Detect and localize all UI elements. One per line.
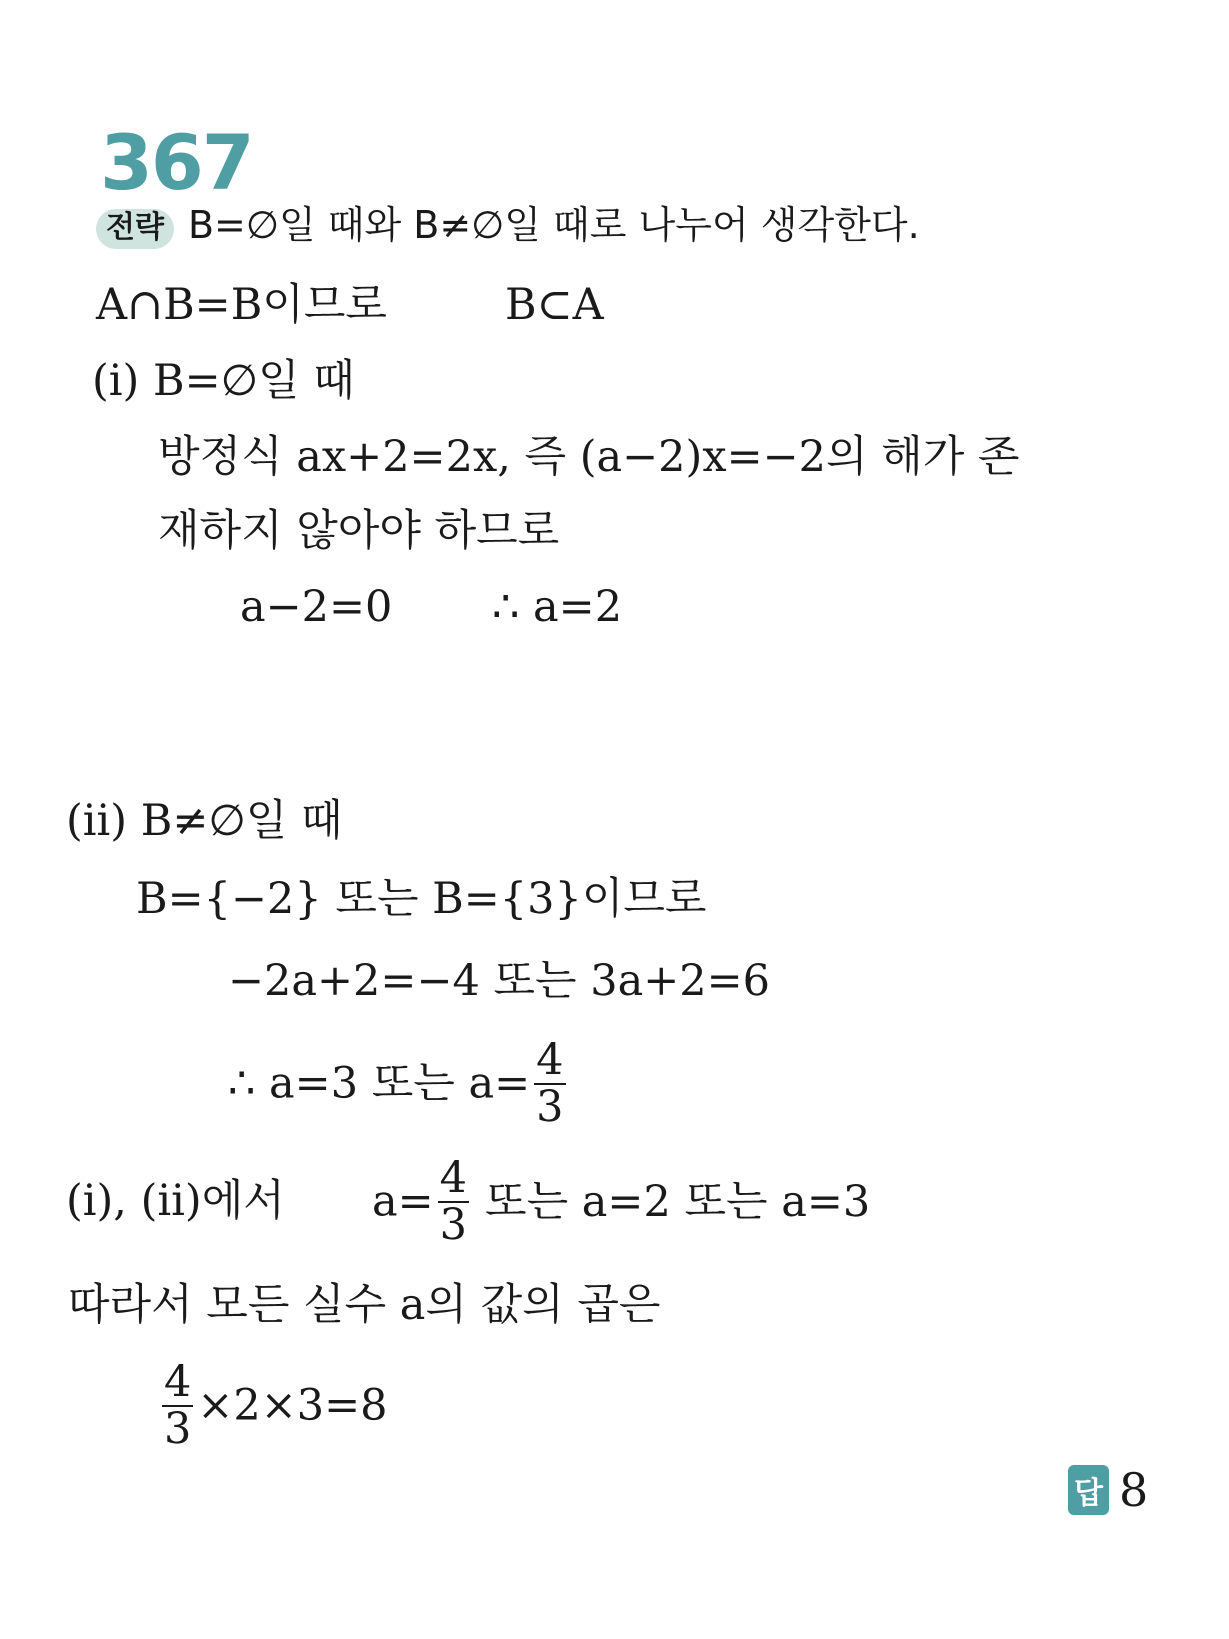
line-5b: ∴ a=2 [492,582,623,632]
line-12 [158,1357,388,1455]
problem-number: 367 [100,118,253,207]
strategy-line [96,203,920,249]
line-9 [228,1035,570,1133]
line-7: B={−2} 또는 B={3}이므로 [136,874,707,924]
fraction-numerator: 4 [164,1357,192,1407]
line-12-text: ×2×3=8 [197,1380,388,1431]
fraction-numerator: 4 [439,1153,468,1203]
fraction-denominator: 3 [164,1404,192,1455]
fraction-four-thirds [534,1035,565,1133]
fraction-four-thirds [162,1357,193,1455]
answer-value: 8 [1118,1463,1149,1517]
line-10 [372,1153,871,1251]
line-10a: (ⅰ), (ⅱ)에서 [66,1176,285,1226]
answer-label: 답 [1068,1465,1109,1515]
line-9-text: ∴ a=3 또는 a= [228,1058,531,1109]
strategy-badge: 전략 [96,209,174,249]
answer [1068,1463,1148,1517]
fraction-denominator: 3 [439,1200,468,1251]
fraction-four-thirds [438,1153,469,1251]
line-10-text-a: a= [372,1176,434,1227]
case-2-heading: (ⅱ) B≠∅일 때 [66,796,343,846]
fraction-denominator: 3 [536,1082,564,1133]
line-11: 따라서 모든 실수 a의 값의 곱은 [68,1280,661,1330]
line-4: 재하지 않아야 하므로 [158,506,560,556]
strategy-text: B=∅일 때와 B≠∅일 때로 나누어 생각한다. [187,203,920,247]
line-3: 방정식 ax+2=2x, 즉 (a−2)x=−2의 해가 존 [158,432,1020,482]
line-1b: B⊂A [505,280,604,330]
line-5a: a−2=0 [240,582,393,632]
fraction-numerator: 4 [536,1035,564,1085]
line-10-text-b: 또는 a=2 또는 a=3 [485,1176,871,1227]
case-1-heading: (ⅰ) B=∅일 때 [92,356,355,406]
line-1a: A∩B=B이므로 [96,280,387,330]
line-8: −2a+2=−4 또는 3a+2=6 [228,956,771,1006]
